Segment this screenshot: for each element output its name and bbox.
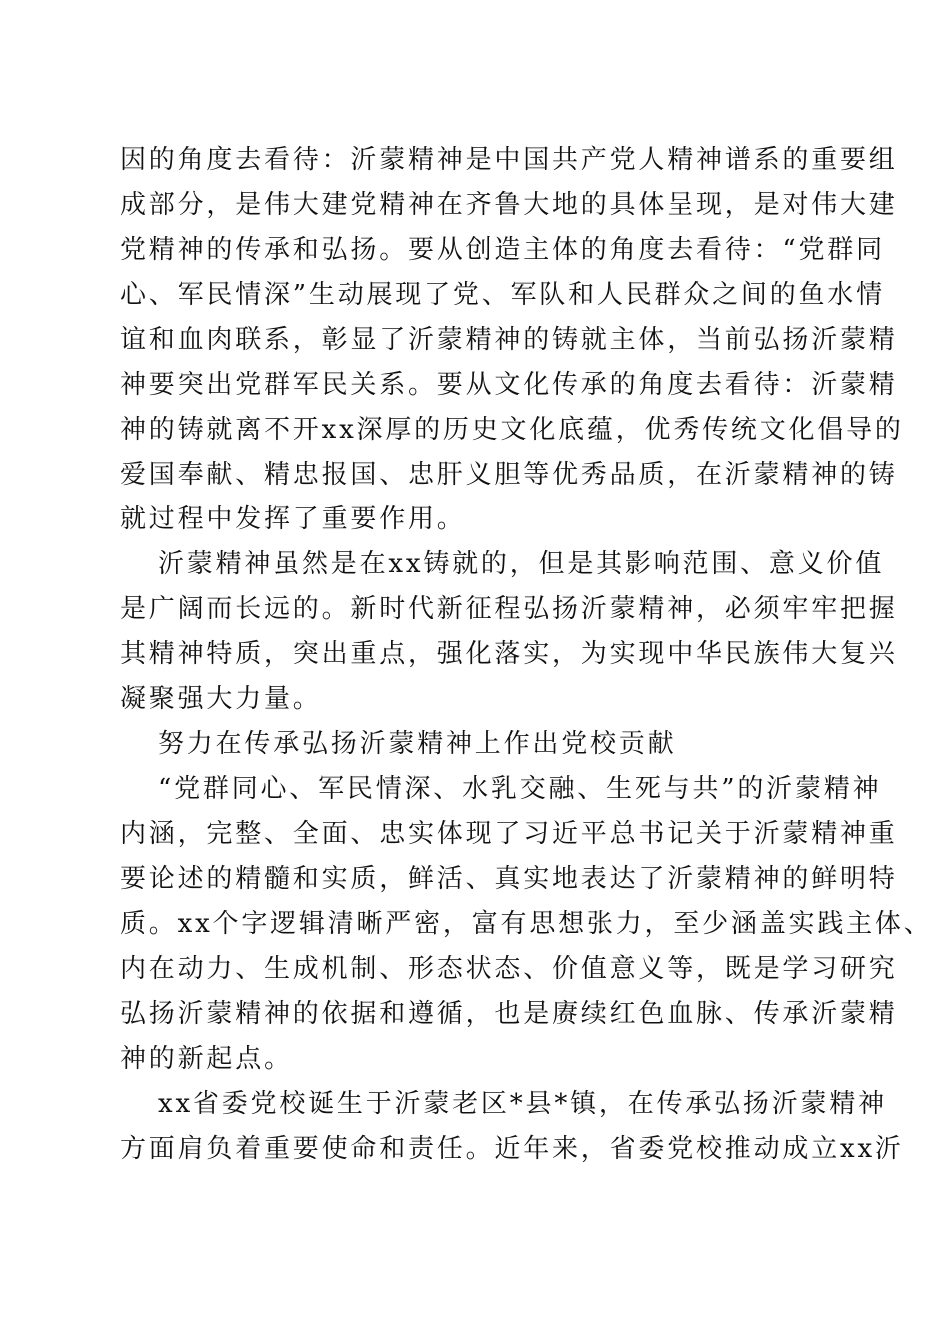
text-line: 沂蒙精神虽然是在xx铸就的，但是其影响范围、意义价值	[158, 549, 885, 579]
text-line: 神的铸就离不开xx深厚的历史文化底蕴，优秀传统文化倡导的	[120, 415, 904, 445]
text-line: 就过程中发挥了重要作用。	[120, 504, 466, 534]
text-line: 质。xx个字逻辑清晰严密，富有思想张力，至少涵盖实践主体、	[120, 909, 933, 939]
text-line: 心、军民情深”生动展现了党、军队和人民群众之间的鱼水情	[120, 280, 885, 310]
text-line: 凝聚强大力量。	[120, 684, 322, 714]
text-line: 内涵，完整、全面、忠实体现了习近平总书记关于沂蒙精神重	[120, 819, 898, 849]
text-line: 其精神特质，突出重点，强化落实，为实现中华民族伟大复兴	[120, 639, 898, 669]
section-heading: 努力在传承弘扬沂蒙精神上作出党校贡献	[158, 729, 677, 759]
text-line: 成部分，是伟大建党精神在齐鲁大地的具体呈现，是对伟大建	[120, 190, 898, 220]
text-line: 神的新起点。	[120, 1044, 293, 1074]
text-line: 党精神的传承和弘扬。要从创造主体的角度去看待：“党群同	[120, 235, 885, 265]
text-line: 神要突出党群军民关系。要从文化传承的角度去看待：沂蒙精	[120, 370, 898, 400]
text-line: 弘扬沂蒙精神的依据和遵循，也是赓续红色血脉、传承沂蒙精	[120, 999, 898, 1029]
text-line: 内在动力、生成机制、形态状态、价值意义等，既是学习研究	[120, 954, 898, 984]
text-line: 谊和血肉联系，彰显了沂蒙精神的铸就主体，当前弘扬沂蒙精	[120, 325, 898, 355]
text-line: “党群同心、军民情深、水乳交融、生死与共”的沂蒙精神	[158, 774, 882, 804]
text-line: 是广阔而长远的。新时代新征程弘扬沂蒙精神，必须牢牢把握	[120, 594, 898, 624]
text-line: xx省委党校诞生于沂蒙老区*县*镇，在传承弘扬沂蒙精神	[158, 1089, 887, 1119]
text-line: 因的角度去看待：沂蒙精神是中国共产党人精神谱系的重要组	[120, 145, 898, 175]
text-line: 要论述的精髓和实质，鲜活、真实地表达了沂蒙精神的鲜明特	[120, 864, 898, 894]
text-line: 爱国奉献、精忠报国、忠肝义胆等优秀品质，在沂蒙精神的铸	[120, 460, 898, 490]
text-line: 方面肩负着重要使命和责任。近年来，省委党校推动成立xx沂	[120, 1134, 904, 1164]
